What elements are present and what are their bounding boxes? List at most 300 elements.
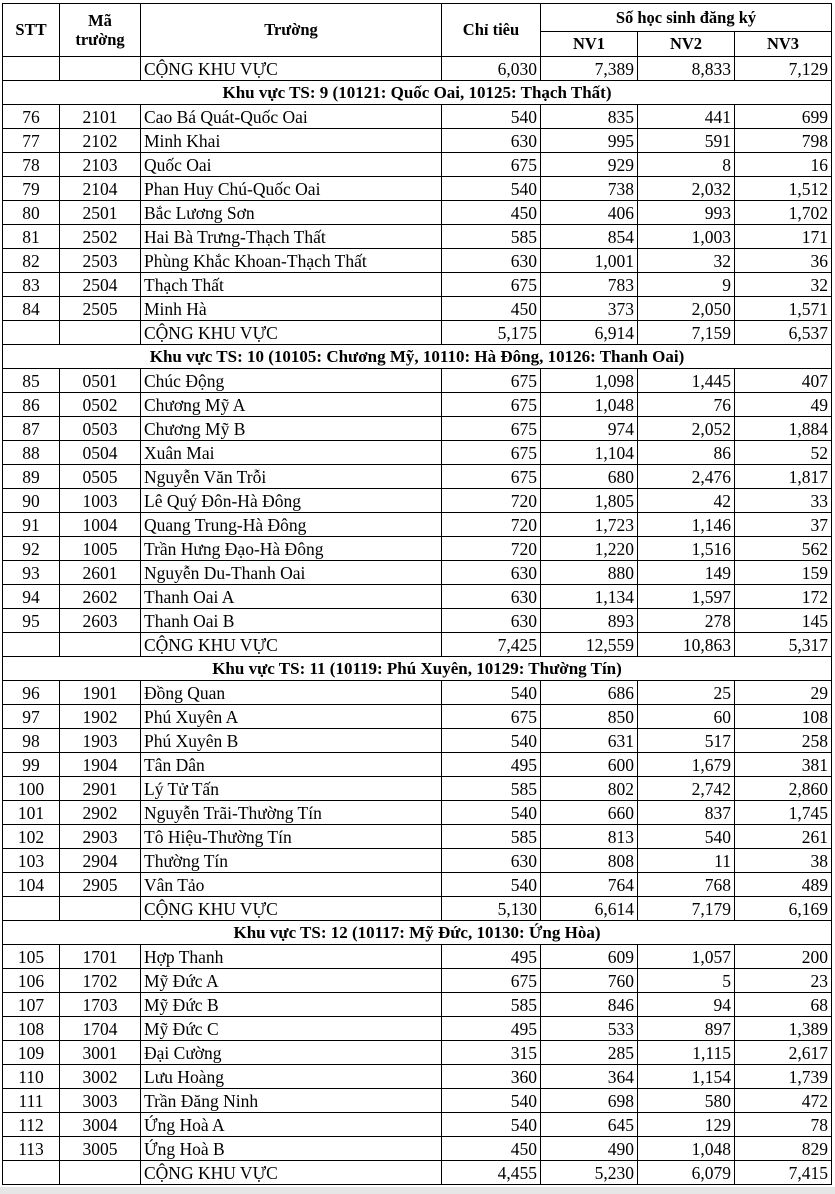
table-row [3,129,832,153]
region-header-row [3,921,832,945]
cell-nv2: 7,159 [638,321,735,345]
cell-nv3: 1,884 [735,417,832,441]
cell-nv2: 86 [638,441,735,465]
cell-nv2: 11 [638,849,735,873]
cell-nv2: 1,115 [638,1041,735,1065]
header-truong: Trường [141,4,442,57]
cell-nv2: 1,154 [638,1065,735,1089]
cell-nv3: 7,129 [735,57,832,81]
cell-chi-tieu: 630 [442,249,541,273]
cell-stt: 91 [3,513,60,537]
cell-chi-tieu: 540 [442,681,541,705]
cell-nv2: 591 [638,129,735,153]
cell-nv3: 258 [735,729,832,753]
cell-nv2: 25 [638,681,735,705]
cell-ma-truong: 1003 [60,489,141,513]
cell-chi-tieu: 5,175 [442,321,541,345]
cell-ma-truong: 1703 [60,993,141,1017]
cell-stt [3,321,60,345]
cell-truong: Đồng Quan [141,681,442,705]
cell-truong: Mỹ Đức C [141,1017,442,1041]
cell-ma-truong: 0504 [60,441,141,465]
cell-nv2: 2,742 [638,777,735,801]
cell-stt: 76 [3,105,60,129]
region-header-row [3,81,832,105]
cell-nv1: 533 [541,1017,638,1041]
table-row [3,825,832,849]
cell-stt: 81 [3,225,60,249]
cell-nv1: 846 [541,993,638,1017]
cell-chi-tieu: 675 [442,417,541,441]
cell-nv2: 6,079 [638,1161,735,1185]
cell-nv2: 517 [638,729,735,753]
cell-truong: Lê Quý Đôn-Hà Đông [141,489,442,513]
cell-nv3: 78 [735,1113,832,1137]
cell-truong: Mỹ Đức A [141,969,442,993]
cell-nv1: 1,001 [541,249,638,273]
table-row [3,153,832,177]
header-nv3: NV3 [735,32,832,57]
cell-truong: Phan Huy Chú-Quốc Oai [141,177,442,201]
table-row [3,801,832,825]
cell-nv1: 929 [541,153,638,177]
cell-nv1: 698 [541,1089,638,1113]
cell-stt: 103 [3,849,60,873]
cell-nv2: 60 [638,705,735,729]
cell-ma-truong: 1901 [60,681,141,705]
subtotal-label: CỘNG KHU VỰC [141,633,442,657]
cell-nv1: 660 [541,801,638,825]
cell-nv2: 441 [638,105,735,129]
cell-nv1: 1,723 [541,513,638,537]
cell-nv3: 200 [735,945,832,969]
cell-truong: Quang Trung-Hà Đông [141,513,442,537]
cell-nv2: 278 [638,609,735,633]
cell-nv3: 159 [735,561,832,585]
cell-nv1: 1,134 [541,585,638,609]
cell-nv2: 42 [638,489,735,513]
table-row [3,393,832,417]
cell-nv2: 8 [638,153,735,177]
cell-ma-truong: 1005 [60,537,141,561]
cell-truong: Bắc Lương Sơn [141,201,442,225]
cell-nv1: 5,230 [541,1161,638,1185]
cell-nv3: 38 [735,849,832,873]
cell-truong: Thanh Oai A [141,585,442,609]
cell-truong: Phú Xuyên A [141,705,442,729]
cell-truong: Đại Cường [141,1041,442,1065]
cell-nv2: 2,032 [638,177,735,201]
cell-nv3: 1,702 [735,201,832,225]
table-header [3,4,832,57]
cell-nv3: 489 [735,873,832,897]
cell-stt: 100 [3,777,60,801]
subtotal-label: CỘNG KHU VỰC [141,1161,442,1185]
cell-stt: 112 [3,1113,60,1137]
cell-nv3: 407 [735,369,832,393]
cell-chi-tieu: 450 [442,297,541,321]
cell-nv3: 23 [735,969,832,993]
region-header-row [3,657,832,681]
cell-ma-truong: 2502 [60,225,141,249]
region-header-row [3,345,832,369]
cell-chi-tieu: 675 [442,369,541,393]
cell-ma-truong: 3004 [60,1113,141,1137]
cell-stt [3,633,60,657]
subtotal-row [3,321,832,345]
cell-truong: Nguyễn Văn Trỗi [141,465,442,489]
cell-stt: 88 [3,441,60,465]
cell-ma-truong: 3001 [60,1041,141,1065]
footer-band [0,1187,835,1194]
header-ma-truong [60,4,141,57]
cell-nv3: 29 [735,681,832,705]
cell-ma-truong: 0505 [60,465,141,489]
cell-chi-tieu: 630 [442,849,541,873]
cell-ma-truong: 1704 [60,1017,141,1041]
cell-stt: 104 [3,873,60,897]
header-chi-tieu: Chỉ tiêu [442,4,541,57]
cell-truong: Trần Đăng Ninh [141,1089,442,1113]
cell-ma-truong: 2601 [60,561,141,585]
cell-chi-tieu: 720 [442,537,541,561]
cell-stt: 86 [3,393,60,417]
cell-truong: Mỹ Đức B [141,993,442,1017]
cell-ma-truong: 0503 [60,417,141,441]
cell-truong: Thạch Thất [141,273,442,297]
cell-nv2: 2,052 [638,417,735,441]
cell-stt: 92 [3,537,60,561]
cell-nv1: 738 [541,177,638,201]
table-body [3,57,832,1185]
cell-truong: Phùng Khắc Khoan-Thạch Thất [141,249,442,273]
cell-ma-truong: 2101 [60,105,141,129]
cell-chi-tieu: 315 [442,1041,541,1065]
cell-truong: Chương Mỹ B [141,417,442,441]
cell-chi-tieu: 5,130 [442,897,541,921]
cell-ma-truong: 1004 [60,513,141,537]
cell-chi-tieu: 4,455 [442,1161,541,1185]
cell-ma-truong: 2501 [60,201,141,225]
table-row [3,753,832,777]
cell-nv3: 16 [735,153,832,177]
table-row [3,225,832,249]
subtotal-label: CỘNG KHU VỰC [141,321,442,345]
cell-chi-tieu: 675 [442,705,541,729]
cell-nv1: 1,048 [541,393,638,417]
cell-chi-tieu: 585 [442,777,541,801]
cell-nv3: 36 [735,249,832,273]
cell-chi-tieu: 540 [442,177,541,201]
cell-nv2: 1,516 [638,537,735,561]
cell-truong: Tô Hiệu-Thường Tín [141,825,442,849]
cell-nv1: 285 [541,1041,638,1065]
cell-ma-truong: 3002 [60,1065,141,1089]
header-nv1: NV1 [541,32,638,57]
cell-nv2: 5 [638,969,735,993]
cell-chi-tieu: 675 [442,969,541,993]
cell-stt: 106 [3,969,60,993]
table-row [3,729,832,753]
cell-chi-tieu: 720 [442,513,541,537]
cell-nv2: 9 [638,273,735,297]
cell-nv1: 609 [541,945,638,969]
cell-truong: Nguyễn Trãi-Thường Tín [141,801,442,825]
cell-chi-tieu: 675 [442,465,541,489]
cell-ma-truong: 1702 [60,969,141,993]
cell-ma-truong: 0502 [60,393,141,417]
cell-truong: Vân Tảo [141,873,442,897]
cell-stt: 95 [3,609,60,633]
cell-chi-tieu: 540 [442,801,541,825]
cell-nv3: 6,537 [735,321,832,345]
cell-nv1: 1,220 [541,537,638,561]
table-row [3,1065,832,1089]
cell-nv1: 764 [541,873,638,897]
cell-nv3: 37 [735,513,832,537]
cell-stt: 83 [3,273,60,297]
cell-nv2: 2,050 [638,297,735,321]
cell-ma-truong: 2104 [60,177,141,201]
table-row [3,561,832,585]
cell-nv2: 10,863 [638,633,735,657]
cell-ma-truong: 2103 [60,153,141,177]
cell-nv1: 600 [541,753,638,777]
cell-chi-tieu: 360 [442,1065,541,1089]
cell-stt: 99 [3,753,60,777]
registration-table [2,3,832,1185]
cell-ma-truong: 2603 [60,609,141,633]
header-so-hoc-sinh: Số học sinh đăng ký [541,4,832,32]
cell-chi-tieu: 720 [442,489,541,513]
cell-chi-tieu: 675 [442,273,541,297]
cell-truong: Thường Tín [141,849,442,873]
cell-truong: Hợp Thanh [141,945,442,969]
cell-nv2: 1,057 [638,945,735,969]
table-row [3,513,832,537]
cell-ma-truong: 1701 [60,945,141,969]
cell-nv3: 798 [735,129,832,153]
cell-ma-truong: 1904 [60,753,141,777]
cell-ma-truong [60,633,141,657]
cell-truong: Thanh Oai B [141,609,442,633]
subtotal-row [3,1161,832,1185]
subtotal-label: CỘNG KHU VỰC [141,897,442,921]
subtotal-label: CỘNG KHU VỰC [141,57,442,81]
cell-nv3: 1,389 [735,1017,832,1041]
cell-chi-tieu: 7,425 [442,633,541,657]
table-row [3,993,832,1017]
region-title: Khu vực TS: 9 (10121: Quốc Oai, 10125: Thạch Thất) [3,81,832,105]
subtotal-row [3,897,832,921]
cell-truong: Ứng Hoà A [141,1113,442,1137]
cell-chi-tieu: 495 [442,753,541,777]
cell-truong: Nguyễn Du-Thanh Oai [141,561,442,585]
cell-stt [3,57,60,81]
cell-nv3: 381 [735,753,832,777]
cell-stt: 82 [3,249,60,273]
cell-stt: 93 [3,561,60,585]
cell-nv1: 880 [541,561,638,585]
region-title: Khu vực TS: 10 (10105: Chương Mỹ, 10110: Hà Đông, 10126: Thanh Oai) [3,345,832,369]
cell-truong: Hai Bà Trưng-Thạch Thất [141,225,442,249]
cell-stt: 109 [3,1041,60,1065]
cell-truong: Phú Xuyên B [141,729,442,753]
cell-chi-tieu: 585 [442,993,541,1017]
cell-chi-tieu: 495 [442,945,541,969]
cell-nv3: 32 [735,273,832,297]
table-row [3,537,832,561]
cell-chi-tieu: 540 [442,1089,541,1113]
cell-nv2: 2,476 [638,465,735,489]
cell-nv3: 699 [735,105,832,129]
cell-nv3: 472 [735,1089,832,1113]
cell-stt: 87 [3,417,60,441]
cell-truong: Quốc Oai [141,153,442,177]
table-row [3,249,832,273]
cell-stt: 96 [3,681,60,705]
cell-nv2: 8,833 [638,57,735,81]
cell-truong: Chúc Động [141,369,442,393]
cell-nv3: 1,739 [735,1065,832,1089]
cell-chi-tieu: 450 [442,1137,541,1161]
cell-nv3: 6,169 [735,897,832,921]
cell-chi-tieu: 495 [442,1017,541,1041]
cell-nv3: 261 [735,825,832,849]
cell-stt: 85 [3,369,60,393]
cell-ma-truong [60,1161,141,1185]
cell-nv3: 562 [735,537,832,561]
table-row [3,105,832,129]
cell-nv3: 2,617 [735,1041,832,1065]
subtotal-row [3,57,832,81]
cell-ma-truong: 3005 [60,1137,141,1161]
header-ma-truong-text: Mã trường [75,11,125,49]
cell-chi-tieu: 450 [442,201,541,225]
cell-truong: Minh Hà [141,297,442,321]
cell-nv1: 1,104 [541,441,638,465]
cell-truong: Lưu Hoàng [141,1065,442,1089]
cell-nv2: 94 [638,993,735,1017]
cell-nv1: 1,098 [541,369,638,393]
cell-nv3: 829 [735,1137,832,1161]
table-row [3,1017,832,1041]
cell-nv1: 6,914 [541,321,638,345]
cell-nv2: 1,445 [638,369,735,393]
cell-chi-tieu: 630 [442,585,541,609]
cell-nv3: 33 [735,489,832,513]
cell-chi-tieu: 6,030 [442,57,541,81]
cell-nv2: 1,048 [638,1137,735,1161]
table-row [3,609,832,633]
table-row [3,417,832,441]
cell-nv2: 897 [638,1017,735,1041]
cell-stt: 111 [3,1089,60,1113]
table-row [3,585,832,609]
cell-chi-tieu: 540 [442,1113,541,1137]
cell-ma-truong: 1903 [60,729,141,753]
cell-nv1: 995 [541,129,638,153]
cell-ma-truong: 1902 [60,705,141,729]
cell-chi-tieu: 540 [442,105,541,129]
cell-nv1: 490 [541,1137,638,1161]
cell-nv2: 580 [638,1089,735,1113]
cell-chi-tieu: 585 [442,225,541,249]
cell-ma-truong: 2904 [60,849,141,873]
region-title: Khu vực TS: 12 (10117: Mỹ Đức, 10130: Ứng Hòa) [3,921,832,945]
cell-nv2: 993 [638,201,735,225]
header-nv2: NV2 [638,32,735,57]
cell-nv1: 835 [541,105,638,129]
cell-nv2: 1,146 [638,513,735,537]
cell-nv1: 802 [541,777,638,801]
cell-nv3: 1,571 [735,297,832,321]
cell-nv1: 854 [541,225,638,249]
cell-stt: 94 [3,585,60,609]
table-row [3,969,832,993]
cell-ma-truong: 2503 [60,249,141,273]
cell-truong: Tân Dân [141,753,442,777]
cell-nv3: 7,415 [735,1161,832,1185]
table-row [3,201,832,225]
table-row [3,177,832,201]
cell-nv1: 760 [541,969,638,993]
cell-ma-truong: 2102 [60,129,141,153]
cell-chi-tieu: 675 [442,441,541,465]
cell-stt: 78 [3,153,60,177]
cell-stt: 107 [3,993,60,1017]
cell-nv1: 783 [541,273,638,297]
cell-chi-tieu: 630 [442,609,541,633]
cell-nv2: 1,679 [638,753,735,777]
cell-nv2: 32 [638,249,735,273]
cell-truong: Trần Hưng Đạo-Hà Đông [141,537,442,561]
cell-nv3: 108 [735,705,832,729]
cell-nv2: 768 [638,873,735,897]
table-row [3,1137,832,1161]
cell-truong: Ứng Hoà B [141,1137,442,1161]
cell-ma-truong: 2504 [60,273,141,297]
cell-nv3: 172 [735,585,832,609]
cell-chi-tieu: 540 [442,873,541,897]
cell-stt: 90 [3,489,60,513]
cell-truong: Minh Khai [141,129,442,153]
region-title: Khu vực TS: 11 (10119: Phú Xuyên, 10129: Thường Tín) [3,657,832,681]
cell-chi-tieu: 540 [442,729,541,753]
cell-nv2: 149 [638,561,735,585]
cell-ma-truong: 0501 [60,369,141,393]
cell-nv1: 686 [541,681,638,705]
table-row [3,945,832,969]
cell-ma-truong: 2505 [60,297,141,321]
cell-nv3: 49 [735,393,832,417]
cell-chi-tieu: 675 [442,393,541,417]
cell-ma-truong: 2903 [60,825,141,849]
table-row [3,465,832,489]
cell-nv2: 76 [638,393,735,417]
cell-ma-truong: 3003 [60,1089,141,1113]
cell-nv2: 540 [638,825,735,849]
cell-nv1: 808 [541,849,638,873]
cell-nv1: 364 [541,1065,638,1089]
cell-stt [3,1161,60,1185]
cell-stt: 79 [3,177,60,201]
cell-nv2: 129 [638,1113,735,1137]
cell-nv1: 850 [541,705,638,729]
cell-nv1: 893 [541,609,638,633]
cell-nv1: 813 [541,825,638,849]
cell-nv3: 5,317 [735,633,832,657]
